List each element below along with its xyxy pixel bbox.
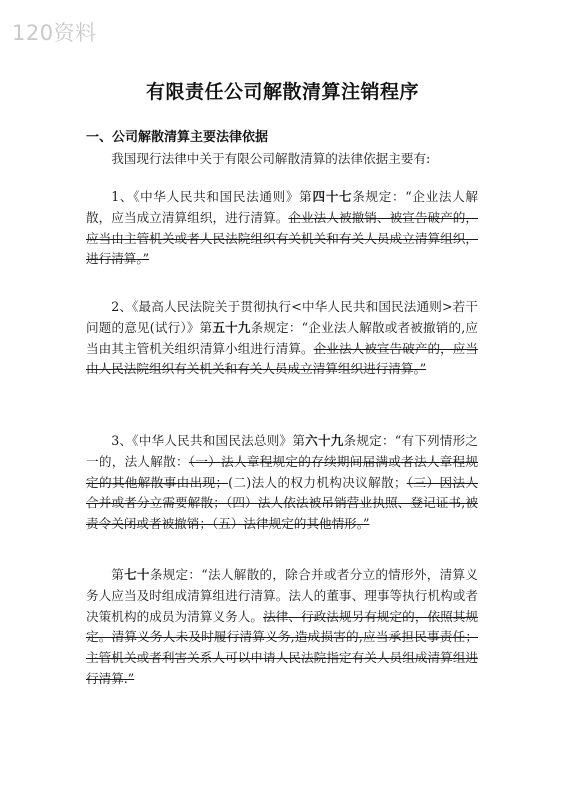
p4-struck-text: 法律、行政法规另有规定的，依照其规定。清算义务人未及时履行清算义务,造成损害的,应当承担民事责任；主管机关或者利害关系人可以申请人民法院指定有关人员组成清算组进行清算.” <box>86 608 479 686</box>
p2-prefix: 2、《最高人民法院关于贯彻执行<中华人民共和国民法通则>若干问题的意见(试行）》第 <box>86 299 478 335</box>
p2-text: 条规定：“企业法人解散或者被撤销的,应当由其主管机关组织清算小组进行清算。 <box>86 319 478 356</box>
section-heading: 一、公司解散清算主要法律依据 <box>86 130 269 145</box>
p1-struck-text: 企业法人被撤销、被宣告破产的，应当由主管机关或者人民法院组织有关机关和有关人员成立清算组织，进行清算。” <box>86 209 479 267</box>
p3-text: 条规定：“有下列情形之一的，法人解散： <box>86 433 478 469</box>
p4-text: 条规定：“法人解散的，除合并或者分立的情形外，清算义务人应当及时组成清算组进行清算。法人的董事、理事等执行机构或者决策机构的成员为清算义务人。 <box>86 567 479 624</box>
watermark: 120资料 <box>12 21 97 45</box>
p4-prefix: 第 <box>111 567 125 582</box>
p1-article-number: 四十七 <box>312 189 353 204</box>
p1-prefix: 1、《中华人民共和国民法通则》第 <box>111 189 313 204</box>
article-paragraph-4 <box>86 565 478 690</box>
p3-prefix: 3、《中华人民共和国民法总则》第 <box>111 433 306 448</box>
p4-article-number: 七十 <box>124 567 150 582</box>
p2-struck-text: 企业法人被宣告破产的，应当由人民法院组织有关机关和有关人员成立清算组织进行清算。” <box>86 340 479 377</box>
p3-plain-text: (二)法人的权力机构决议解散； <box>228 474 407 490</box>
article-paragraph-1 <box>86 187 478 270</box>
intro-paragraph <box>86 149 478 170</box>
intro-text: 我国现行法律中关于有限公司解散清算的法律依据主要有: <box>111 151 431 166</box>
p2-article-number: 五十九 <box>212 319 251 335</box>
document-title: 有限责任公司解散清算注销程序 <box>145 81 419 103</box>
p3-struck-text-2: （三）因法人合并或者分立需要解散；（四）法人依法被吊销营业执照、登记证书,被责令关闭或者被撤销；（五）法律规定的其他情形。” <box>86 474 479 532</box>
article-paragraph-2 <box>86 297 478 380</box>
article-paragraph-3 <box>86 431 478 535</box>
p1-text: 条规定：“企业法人解散，应当成立清算组织，进行清算。 <box>86 189 478 225</box>
p3-struck-text-1: （一）法人章程规定的存续期间届满或者法人章程规定的其他解散事由出现； <box>86 453 479 490</box>
p3-article-number: 六十九 <box>305 433 344 448</box>
